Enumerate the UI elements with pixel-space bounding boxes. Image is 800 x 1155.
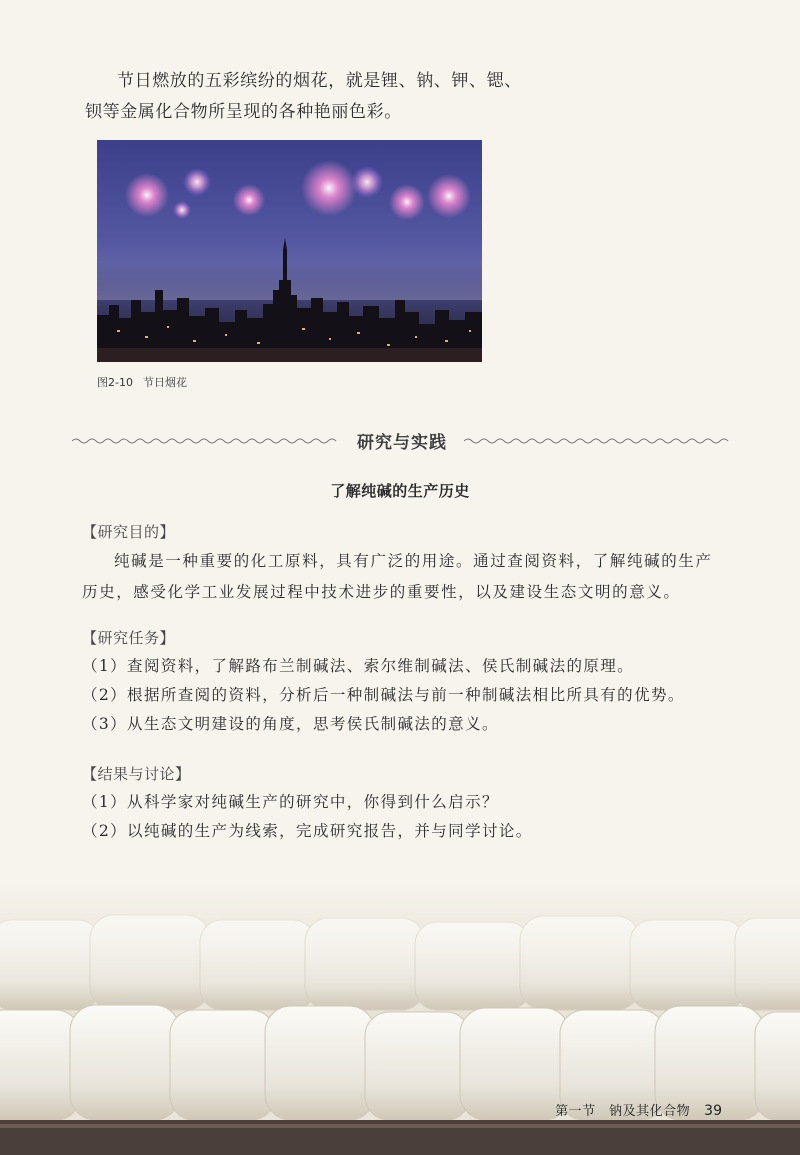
section-header bbox=[72, 428, 732, 454]
page-number: 39 bbox=[704, 1103, 722, 1119]
footer-section-name: 第一节 钠及其化合物 bbox=[555, 1104, 691, 1119]
list-item: （2）以纯碱的生产为线索，完成研究报告，并与同学讨论。 bbox=[82, 822, 533, 840]
research-purpose bbox=[82, 521, 722, 608]
results-discussion-heading: 【结果与讨论】 bbox=[82, 765, 191, 783]
results-discussion bbox=[82, 763, 722, 846]
research-tasks-heading: 【研究任务】 bbox=[82, 629, 176, 647]
figure-caption-text: 节日烟花 bbox=[142, 376, 187, 389]
figure-number: 图2-10 bbox=[97, 376, 133, 389]
page-footer bbox=[555, 1100, 722, 1119]
intro-paragraph: 节日燃放的五彩缤纷的烟花，就是锂、钠、钾、锶、钡等金属化合物所呈现的各种艳丽色彩。 bbox=[85, 71, 522, 122]
results-discussion-list bbox=[82, 788, 722, 846]
wave-line-left bbox=[72, 436, 340, 446]
figure-caption bbox=[97, 374, 187, 390]
research-tasks bbox=[82, 627, 722, 739]
wave-line-right bbox=[464, 436, 732, 446]
research-purpose-heading: 【研究目的】 bbox=[82, 523, 176, 541]
list-item: （3）从生态文明建设的角度，思考侯氏制碱法的意义。 bbox=[82, 715, 499, 733]
research-tasks-list bbox=[82, 652, 722, 739]
section-title: 研究与实践 bbox=[357, 433, 447, 453]
research-purpose-text: 纯碱是一种重要的化工原料，具有广泛的用途。通过查阅资料，了解纯碱的生产历史，感受化学工业发展过程中技术进步的重要性，以及建设生态文明的意义。 bbox=[82, 552, 713, 601]
list-item: （1）查阅资料，了解路布兰制碱法、索尔维制碱法、侯氏制碱法的原理。 bbox=[82, 657, 635, 675]
list-item: （1）从科学家对纯碱生产的研究中，你得到什么启示？ bbox=[82, 793, 499, 811]
fireworks-illustration bbox=[97, 140, 482, 362]
list-item: （2）根据所查阅的资料，分析后一种制碱法与前一种制碱法相比所具有的优势。 bbox=[82, 686, 685, 704]
fireworks-photo bbox=[97, 140, 482, 362]
article-title: 了解纯碱的生产历史 bbox=[330, 482, 470, 500]
